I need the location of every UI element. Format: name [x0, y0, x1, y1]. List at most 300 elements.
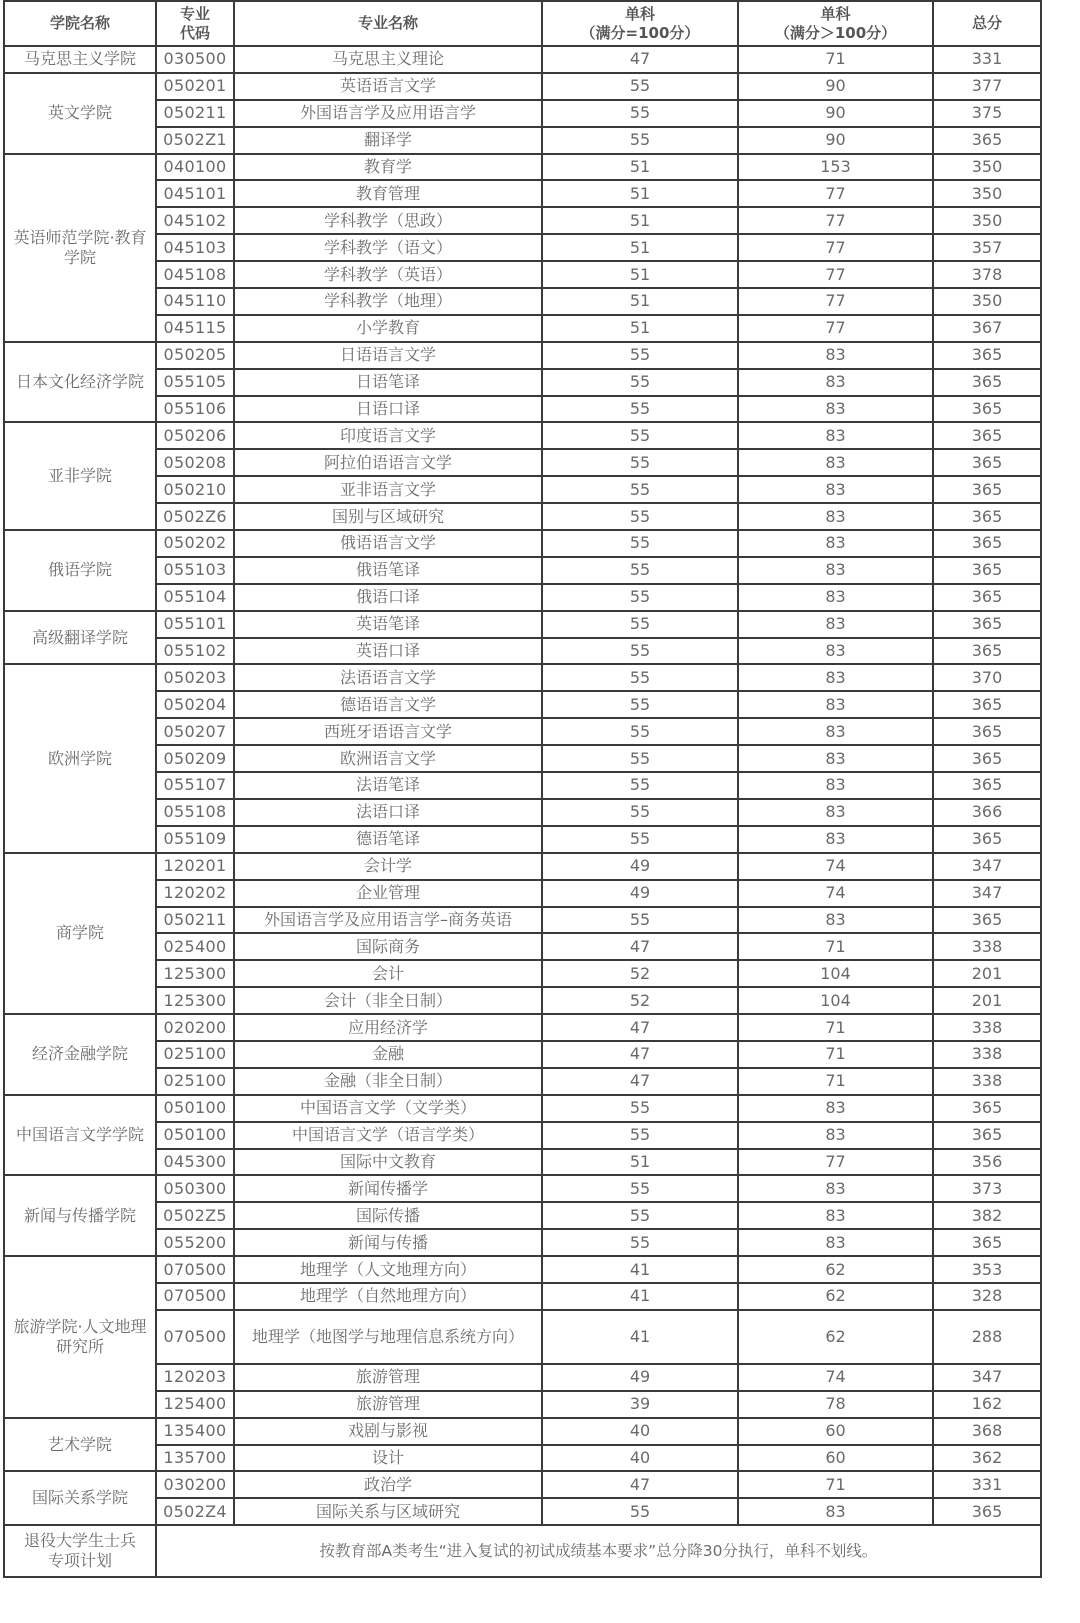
major-code: 055104: [156, 584, 234, 611]
single-over-100-score: 83: [738, 1498, 933, 1525]
major-code: 055107: [156, 772, 234, 799]
footer-label: [4, 1525, 156, 1577]
single-100-score: 55: [542, 584, 738, 611]
single-100-score: 55: [542, 127, 738, 154]
single-over-100-score: 83: [738, 342, 933, 369]
major-code: 025100: [156, 1068, 234, 1095]
single-over-100-score: 83: [738, 557, 933, 584]
header-total: 总分: [933, 1, 1041, 46]
major-name: 旅游管理: [234, 1391, 542, 1418]
single-over-100-score: 62: [738, 1310, 933, 1364]
major-code: 050201: [156, 73, 234, 100]
single-100-score: 47: [542, 46, 738, 73]
major-code: 030500: [156, 46, 234, 73]
single-100-score: 49: [542, 853, 738, 880]
college-name: 经济金融学院: [4, 1014, 156, 1095]
single-100-score: 41: [542, 1256, 738, 1283]
single-100-score: 55: [542, 1095, 738, 1122]
major-code: 040100: [156, 154, 234, 181]
footer-label-line2: 专项计划: [47, 1551, 112, 1571]
table-row: [4, 1122, 1041, 1149]
single-over-100-score: 71: [738, 1471, 933, 1498]
major-name: 马克思主义理论: [234, 46, 542, 73]
single-100-score: 55: [542, 1229, 738, 1256]
single-100-score: 55: [542, 772, 738, 799]
major-name: 俄语口译: [234, 584, 542, 611]
major-name: 地理学（地图学与地理信息系统方向）: [234, 1310, 542, 1364]
total-score: 365: [933, 503, 1041, 530]
college-name: 俄语学院: [4, 530, 156, 611]
total-score: 365: [933, 127, 1041, 154]
single-over-100-score: 83: [738, 718, 933, 745]
table-row: [4, 476, 1041, 503]
total-score: 365: [933, 1229, 1041, 1256]
major-name: 国别与区域研究: [234, 503, 542, 530]
college-name: 旅游学院·人文地理研究所: [4, 1256, 156, 1418]
major-name: 国际关系与区域研究: [234, 1498, 542, 1525]
total-score: 365: [933, 907, 1041, 934]
total-score: 331: [933, 46, 1041, 73]
table-row: [4, 449, 1041, 476]
single-over-100-score: 77: [738, 288, 933, 315]
single-over-100-score: 83: [738, 691, 933, 718]
total-score: 365: [933, 826, 1041, 853]
table-row: [4, 853, 1041, 880]
single-100-score: 51: [542, 1149, 738, 1176]
single-over-100-score: 153: [738, 154, 933, 181]
single-over-100-score: 83: [738, 1122, 933, 1149]
single-over-100-score: 104: [738, 960, 933, 987]
single-100-score: 51: [542, 154, 738, 181]
major-name: 政治学: [234, 1471, 542, 1498]
major-name: 日语口译: [234, 396, 542, 423]
total-score: 378: [933, 261, 1041, 288]
major-name: 金融: [234, 1041, 542, 1068]
major-name: 会计学: [234, 853, 542, 880]
table-row: [4, 1418, 1041, 1445]
table-row: [4, 907, 1041, 934]
single-over-100-score: 74: [738, 880, 933, 907]
major-code: 050203: [156, 664, 234, 691]
major-code: 025400: [156, 933, 234, 960]
single-over-100-score: 90: [738, 100, 933, 127]
single-100-score: 51: [542, 234, 738, 261]
major-code: 0502Z4: [156, 1498, 234, 1525]
major-code: 055108: [156, 799, 234, 826]
major-name: 中国语言文学（文学类）: [234, 1095, 542, 1122]
single-over-100-score: 77: [738, 207, 933, 234]
single-100-score: 51: [542, 180, 738, 207]
total-score: 365: [933, 396, 1041, 423]
major-name: 阿拉伯语语言文学: [234, 449, 542, 476]
major-name: 学科教学（地理）: [234, 288, 542, 315]
table-row: [4, 261, 1041, 288]
single-over-100-score: 83: [738, 799, 933, 826]
major-name: 亚非语言文学: [234, 476, 542, 503]
total-score: 338: [933, 1068, 1041, 1095]
total-score: 365: [933, 718, 1041, 745]
major-name: 英语口译: [234, 638, 542, 665]
footer-note: 按教育部A类考生“进入复试的初试成绩基本要求”总分降30分执行，单科不划线。: [156, 1525, 1041, 1577]
single-100-score: 55: [542, 1498, 738, 1525]
total-score: 377: [933, 73, 1041, 100]
table-row: [4, 611, 1041, 638]
single-over-100-score: 62: [738, 1256, 933, 1283]
table-row: [4, 1445, 1041, 1472]
major-name: 会计（非全日制）: [234, 987, 542, 1014]
single-over-100-score: 74: [738, 853, 933, 880]
major-code: 050204: [156, 691, 234, 718]
major-name: 法语笔译: [234, 772, 542, 799]
table-row: [4, 826, 1041, 853]
total-score: 350: [933, 288, 1041, 315]
total-score: 365: [933, 530, 1041, 557]
total-score: 356: [933, 1149, 1041, 1176]
major-name: 国际商务: [234, 933, 542, 960]
major-code: 045115: [156, 315, 234, 342]
total-score: 365: [933, 584, 1041, 611]
total-score: 365: [933, 1095, 1041, 1122]
single-100-score: 55: [542, 73, 738, 100]
college-name: 国际关系学院: [4, 1471, 156, 1525]
major-code: 050211: [156, 100, 234, 127]
single-over-100-score: 83: [738, 826, 933, 853]
table-row: [4, 1498, 1041, 1525]
major-code: 0502Z6: [156, 503, 234, 530]
single-100-score: 51: [542, 207, 738, 234]
single-100-score: 49: [542, 880, 738, 907]
single-100-score: 55: [542, 907, 738, 934]
header-college: 学院名称: [4, 1, 156, 46]
major-code: 050202: [156, 530, 234, 557]
single-100-score: 55: [542, 557, 738, 584]
major-name: 新闻与传播: [234, 1229, 542, 1256]
major-name: 小学教育: [234, 315, 542, 342]
major-code: 050207: [156, 718, 234, 745]
major-name: 俄语语言文学: [234, 530, 542, 557]
single-over-100-score: 83: [738, 503, 933, 530]
total-score: 338: [933, 1041, 1041, 1068]
single-over-100-score: 83: [738, 476, 933, 503]
major-code: 045108: [156, 261, 234, 288]
major-code: 050100: [156, 1122, 234, 1149]
single-over-100-score: 71: [738, 1014, 933, 1041]
table-row: [4, 288, 1041, 315]
college-name: 亚非学院: [4, 422, 156, 530]
total-score: 365: [933, 638, 1041, 665]
total-score: 347: [933, 880, 1041, 907]
single-100-score: 55: [542, 530, 738, 557]
major-name: 国际中文教育: [234, 1149, 542, 1176]
total-score: 365: [933, 422, 1041, 449]
single-over-100-score: 77: [738, 315, 933, 342]
major-code: 135700: [156, 1445, 234, 1472]
major-name: 应用经济学: [234, 1014, 542, 1041]
major-code: 055106: [156, 396, 234, 423]
single-100-score: 55: [542, 396, 738, 423]
total-score: 365: [933, 1122, 1041, 1149]
college-name: 新闻与传播学院: [4, 1175, 156, 1256]
major-code: 135400: [156, 1418, 234, 1445]
major-code: 055200: [156, 1229, 234, 1256]
total-score: 365: [933, 449, 1041, 476]
single-100-score: 55: [542, 745, 738, 772]
major-name: 英语语言文学: [234, 73, 542, 100]
major-code: 045101: [156, 180, 234, 207]
table-row: [4, 46, 1041, 73]
score-table: [3, 0, 1042, 1578]
major-code: 055102: [156, 638, 234, 665]
major-name: 法语语言文学: [234, 664, 542, 691]
single-over-100-score: 83: [738, 664, 933, 691]
single-over-100-score: 62: [738, 1283, 933, 1310]
major-name: 俄语笔译: [234, 557, 542, 584]
major-name: 设计: [234, 1445, 542, 1472]
total-score: 368: [933, 1418, 1041, 1445]
major-name: 地理学（人文地理方向）: [234, 1256, 542, 1283]
table-row: [4, 100, 1041, 127]
table-row: [4, 127, 1041, 154]
major-name: 德语笔译: [234, 826, 542, 853]
major-code: 125300: [156, 960, 234, 987]
major-code: 070500: [156, 1310, 234, 1364]
single-over-100-score: 104: [738, 987, 933, 1014]
major-name: 国际传播: [234, 1202, 542, 1229]
header-code-line2: 代码: [179, 23, 210, 42]
single-over-100-score: 83: [738, 422, 933, 449]
single-100-score: 47: [542, 1471, 738, 1498]
single-over-100-score: 83: [738, 907, 933, 934]
major-code: 125300: [156, 987, 234, 1014]
major-name: 旅游管理: [234, 1364, 542, 1391]
footer-row: [4, 1525, 1041, 1577]
major-name: 西班牙语语言文学: [234, 718, 542, 745]
table-row: [4, 1202, 1041, 1229]
table-row: [4, 180, 1041, 207]
footer-label-line1: 退役大学生士兵: [23, 1531, 136, 1551]
single-100-score: 52: [542, 987, 738, 1014]
major-name: 外国语言学及应用语言学–商务英语: [234, 907, 542, 934]
single-over-100-score: 90: [738, 73, 933, 100]
table-row: [4, 1149, 1041, 1176]
major-name: 戏剧与影视: [234, 1418, 542, 1445]
table-row: [4, 342, 1041, 369]
table-row: [4, 1471, 1041, 1498]
single-over-100-score: 60: [738, 1418, 933, 1445]
table-row: [4, 396, 1041, 423]
table-row: [4, 315, 1041, 342]
table-row: [4, 1391, 1041, 1418]
table-row: [4, 799, 1041, 826]
header-major: 专业名称: [234, 1, 542, 46]
total-score: 328: [933, 1283, 1041, 1310]
table-row: [4, 1095, 1041, 1122]
total-score: 350: [933, 154, 1041, 181]
table-row: [4, 691, 1041, 718]
total-score: 365: [933, 342, 1041, 369]
major-code: 050206: [156, 422, 234, 449]
major-code: 045110: [156, 288, 234, 315]
table-row: [4, 584, 1041, 611]
table-row: [4, 207, 1041, 234]
single-100-score: 55: [542, 422, 738, 449]
major-code: 120202: [156, 880, 234, 907]
single-100-score: 55: [542, 342, 738, 369]
single-over-100-score: 83: [738, 745, 933, 772]
single-over-100-score: 83: [738, 1202, 933, 1229]
total-score: 162: [933, 1391, 1041, 1418]
major-name: 金融（非全日制）: [234, 1068, 542, 1095]
major-code: 055101: [156, 611, 234, 638]
total-score: 201: [933, 960, 1041, 987]
total-score: 365: [933, 369, 1041, 396]
major-code: 125400: [156, 1391, 234, 1418]
header-code: [156, 1, 234, 46]
table-row: [4, 503, 1041, 530]
single-over-100-score: 71: [738, 933, 933, 960]
table-row: [4, 1364, 1041, 1391]
table-row: [4, 557, 1041, 584]
table-row: [4, 664, 1041, 691]
major-code: 070500: [156, 1256, 234, 1283]
single-100-score: 51: [542, 315, 738, 342]
table-row: [4, 234, 1041, 261]
college-name: 英文学院: [4, 73, 156, 154]
major-name: 学科教学（英语）: [234, 261, 542, 288]
single-100-score: 55: [542, 449, 738, 476]
total-score: 338: [933, 933, 1041, 960]
major-name: 教育管理: [234, 180, 542, 207]
single-over-100-score: 71: [738, 1041, 933, 1068]
table-row: [4, 73, 1041, 100]
single-100-score: 55: [542, 826, 738, 853]
table-row: [4, 1229, 1041, 1256]
total-score: 350: [933, 180, 1041, 207]
table-row: [4, 987, 1041, 1014]
table-row: [4, 745, 1041, 772]
major-code: 0502Z5: [156, 1202, 234, 1229]
single-100-score: 47: [542, 1068, 738, 1095]
total-score: 365: [933, 772, 1041, 799]
major-name: 印度语言文学: [234, 422, 542, 449]
table-row: [4, 772, 1041, 799]
header-single-over-100: [738, 1, 933, 46]
header-single-100-line2: （满分=100分）: [580, 23, 700, 42]
total-score: 370: [933, 664, 1041, 691]
total-score: 362: [933, 1445, 1041, 1472]
single-over-100-score: 83: [738, 584, 933, 611]
single-100-score: 55: [542, 718, 738, 745]
major-code: 055103: [156, 557, 234, 584]
single-over-100-score: 77: [738, 261, 933, 288]
header-single-over-100-line1: 单科: [820, 4, 851, 23]
single-100-score: 55: [542, 369, 738, 396]
major-name: 日语语言文学: [234, 342, 542, 369]
total-score: 366: [933, 799, 1041, 826]
table-row: [4, 933, 1041, 960]
table-row: [4, 1256, 1041, 1283]
major-name: 学科教学（思政）: [234, 207, 542, 234]
total-score: 357: [933, 234, 1041, 261]
total-score: 365: [933, 691, 1041, 718]
major-name: 欧洲语言文学: [234, 745, 542, 772]
single-100-score: 41: [542, 1283, 738, 1310]
total-score: 382: [933, 1202, 1041, 1229]
single-100-score: 39: [542, 1391, 738, 1418]
major-code: 070500: [156, 1283, 234, 1310]
major-code: 045103: [156, 234, 234, 261]
college-name: 艺术学院: [4, 1418, 156, 1472]
table-row: [4, 154, 1041, 181]
single-over-100-score: 90: [738, 127, 933, 154]
major-name: 日语笔译: [234, 369, 542, 396]
single-over-100-score: 83: [738, 1175, 933, 1202]
total-score: 367: [933, 315, 1041, 342]
header-single-100-line1: 单科: [624, 4, 655, 23]
single-100-score: 47: [542, 933, 738, 960]
major-name: 英语笔译: [234, 611, 542, 638]
single-over-100-score: 83: [738, 396, 933, 423]
major-code: 050211: [156, 907, 234, 934]
table-row: [4, 1310, 1041, 1364]
header-single-100: [542, 1, 738, 46]
table-row: [4, 1068, 1041, 1095]
single-100-score: 49: [542, 1364, 738, 1391]
single-100-score: 40: [542, 1418, 738, 1445]
single-over-100-score: 78: [738, 1391, 933, 1418]
major-name: 法语口译: [234, 799, 542, 826]
single-100-score: 55: [542, 1202, 738, 1229]
major-code: 120203: [156, 1364, 234, 1391]
college-name: 高级翻译学院: [4, 611, 156, 665]
single-over-100-score: 83: [738, 1095, 933, 1122]
major-code: 050209: [156, 745, 234, 772]
major-code: 0502Z1: [156, 127, 234, 154]
major-code: 055109: [156, 826, 234, 853]
college-name: 欧洲学院: [4, 664, 156, 852]
single-100-score: 41: [542, 1310, 738, 1364]
table-row: [4, 638, 1041, 665]
total-score: 365: [933, 611, 1041, 638]
single-100-score: 47: [542, 1041, 738, 1068]
single-over-100-score: 71: [738, 1068, 933, 1095]
single-over-100-score: 83: [738, 530, 933, 557]
total-score: 365: [933, 557, 1041, 584]
table-row: [4, 422, 1041, 449]
single-100-score: 51: [542, 261, 738, 288]
single-100-score: 55: [542, 664, 738, 691]
total-score: 365: [933, 1498, 1041, 1525]
major-code: 045102: [156, 207, 234, 234]
major-name: 中国语言文学（语言学类）: [234, 1122, 542, 1149]
total-score: 353: [933, 1256, 1041, 1283]
major-code: 050208: [156, 449, 234, 476]
total-score: 373: [933, 1175, 1041, 1202]
college-name: 中国语言文学学院: [4, 1095, 156, 1176]
single-over-100-score: 83: [738, 369, 933, 396]
college-name: 日本文化经济学院: [4, 342, 156, 423]
table-row: [4, 1041, 1041, 1068]
single-100-score: 55: [542, 100, 738, 127]
single-over-100-score: 71: [738, 46, 933, 73]
major-code: 020200: [156, 1014, 234, 1041]
major-name: 教育学: [234, 154, 542, 181]
header-row: [4, 1, 1041, 46]
table-row: [4, 1175, 1041, 1202]
table-row: [4, 369, 1041, 396]
single-over-100-score: 83: [738, 638, 933, 665]
major-code: 050210: [156, 476, 234, 503]
